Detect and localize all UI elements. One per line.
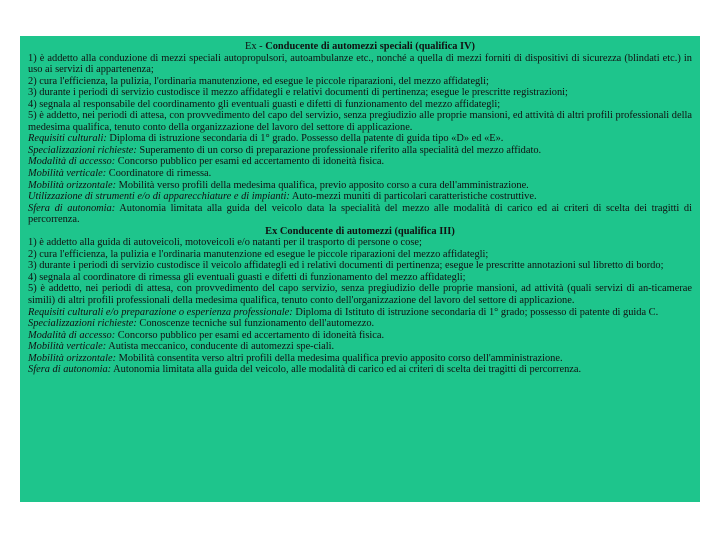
section2-duty-1: 1) è addetto alla guida di autoveicoli, motoveicoli e/o natanti per il trasporto di persone o cose; xyxy=(28,237,422,249)
content-panel xyxy=(20,36,700,502)
field-value: Mobilità consentita verso altri profili della medesima qualifica previo apposito corso dell'amministrazione. xyxy=(116,352,563,364)
section2-duty-2: 2) cura l'efficienza, la pulizia e l'ordinaria manutenzione ed esegue le piccole riparazioni del mezzo affidategli; xyxy=(28,248,489,260)
field-label: Sfera di autonomia: xyxy=(28,202,116,214)
section1-field-specializzazioni xyxy=(28,145,692,157)
section1-duty-1: 1) è addetto alla conduzione di mezzi speciali autopropulsori, autoambulanze etc., nonché a quella di mezzi forniti di dispositivi di sicurezza (blindati etc.) in uso ai servizi di appartenenza; xyxy=(28,52,692,76)
section1-field-autonomia xyxy=(28,203,692,226)
field-value: Diploma di Istituto di istruzione secondaria di 1° grado; possesso di patente di guida C. xyxy=(292,306,659,318)
section2-duty-4: 4) segnala al coordinatore di rimessa gli eventuali guasti e difetti di funzionamento del mezzo affidategli; xyxy=(28,271,466,283)
field-value: Concorso pubblico per esami ed accertamento di idoneità fisica. xyxy=(115,156,385,168)
section2-title: Ex Conducente di automezzi (qualifica III) xyxy=(265,225,455,237)
section1-field-accesso xyxy=(28,156,692,168)
field-label: Requisiti culturali e/o preparazione o esperienza professionale: xyxy=(28,306,293,318)
section1-title xyxy=(28,41,692,53)
field-label: Mobilità verticale: xyxy=(28,341,107,353)
field-value: Diploma di istruzione secondaria di 1° grado. Possesso della patente di guida tipo «D» ed «E». xyxy=(106,133,504,145)
field-value: Coordinatore di rimessa. xyxy=(106,168,212,180)
section2-field-requisiti xyxy=(28,307,692,319)
field-value: Conoscenze tecniche sul funzionamento dell'automezzo. xyxy=(136,318,375,330)
section1-duty-5: 5) è addetto, nei periodi di attesa, con provvedimento del capo del servizio, senza pregiudizio alle proprie mansioni, ed attività di altri profili professionali della medesima qualifica, tenuto conto della organizzazione del lavoro del settore di applicazione. xyxy=(28,110,692,133)
section1-duty-2: 2) cura l'efficienza, la pulizia, l'ordinaria manutenzione, ed esegue le piccole riparazioni, del mezzo affidategli; xyxy=(28,75,489,87)
section1-duty-3: 3) durante i periodi di servizio custodisce il mezzo affidategli e relativi documenti di pertinenza; esegue le prescritte registrazioni; xyxy=(28,87,568,99)
section1-duty-4: 4) segnala al responsabile del coordinamento gli eventuali guasti e difetti di funzionamento del mezzo affidategli; xyxy=(28,98,501,110)
field-value: Auto-mezzi muniti di particolari caratteristiche costruttive. xyxy=(289,191,537,203)
field-label: Specializzazioni richieste: xyxy=(28,144,137,156)
section1-title-prefix: Ex - xyxy=(244,41,266,52)
section2-field-mobilita-orizzontale xyxy=(28,353,692,365)
section2-field-autonomia xyxy=(28,364,692,376)
section1-title-main: Conducente di automezzi speciali (qualifica IV) xyxy=(265,41,476,52)
field-label: Mobilità orizzontale: xyxy=(28,179,117,191)
section1-field-mobilita-verticale xyxy=(28,168,692,180)
field-label: Mobilità verticale: xyxy=(28,168,107,180)
field-value: Autista meccanico, conducente di automezzi spe-ciali. xyxy=(106,341,335,353)
section1-field-mobilita-orizzontale xyxy=(28,180,692,192)
section2-field-accesso xyxy=(28,330,692,342)
section1-field-requisiti xyxy=(28,133,692,145)
field-value: Autonomia limitata alla guida del veicolo data la specialità del mezzo alle modalità di carico ed ai criteri di scelta dei tragitti di percorrenza. xyxy=(28,202,693,226)
field-value: Mobilità verso profili della medesima qualifica, previo apposito corso a cura dell'amministrazione. xyxy=(116,179,529,191)
field-label: Modalità di accesso: xyxy=(28,329,116,341)
section2-field-specializzazioni xyxy=(28,318,692,330)
section1-field-strumenti xyxy=(28,191,692,203)
field-value: Autonomia limitata alla guida del veicolo, alle modalità di carico ed ai criteri di scelta dei tragitti di percorrenza. xyxy=(111,364,582,376)
field-label: Mobilità orizzontale: xyxy=(28,352,117,364)
field-label: Specializzazioni richieste: xyxy=(28,318,137,330)
field-label: Modalità di accesso: xyxy=(28,156,116,168)
field-label: Sfera di autonomia: xyxy=(28,364,112,376)
field-label: Requisiti culturali: xyxy=(28,133,107,145)
field-label: Utilizzazione di strumenti e/o di apparecchiature e di impianti: xyxy=(28,191,290,203)
field-value: Superamento di un corso di preparazione professionale riferito alla specialità del mezzo affidato. xyxy=(136,144,542,156)
section2-field-mobilita-verticale xyxy=(28,341,692,353)
section2-duty-3: 3) durante i periodi di servizio custodisce il veicolo affidategli ed i relativi documenti di pertinenza; esegue le prescritte annotazioni sul libretto di bordo; xyxy=(28,260,664,272)
field-value: Concorso pubblico per esami ed accertamento di idoneità fisica. xyxy=(115,329,385,341)
section2-duty-5: 5) è addetto, nei periodi di attesa, con provvedimento del capo servizio, senza pregiudizio delle proprie mansioni, ad attività (quali servizi di an-ticamerae simili) di altri profili professionali della medesima qualifica, tenuto conto dell'organizzazione del lavoro del settore di applicazione. xyxy=(28,283,692,307)
